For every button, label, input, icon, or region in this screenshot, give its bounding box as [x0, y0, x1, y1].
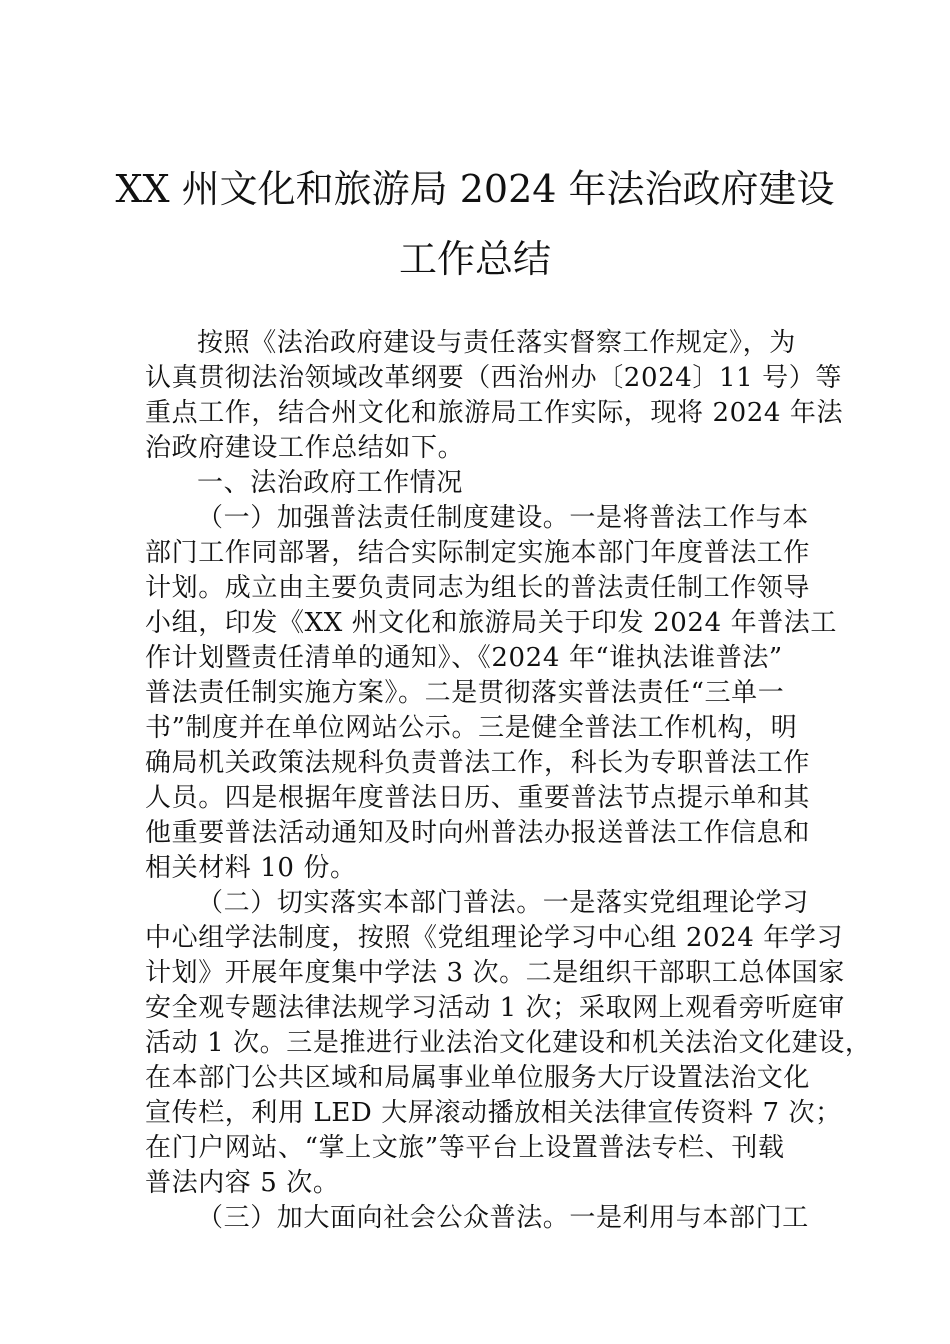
body-line: 认真贯彻法治领域改革纲要（西治州办〔2024〕11 号）等	[145, 363, 842, 393]
document-title-line-2: 工作总结	[398, 237, 551, 281]
body-line: （一）加强普法责任制度建设。一是将普法工作与本	[197, 503, 809, 533]
body-line: 普法内容 5 次。	[145, 1168, 340, 1198]
body-line: 在门户网站、“掌上文旅”等平台上设置普法专栏、刊载	[145, 1133, 785, 1163]
body-line: 普法责任制实施方案》。二是贯彻落实普法责任“三单一	[145, 678, 785, 708]
body-line: 宣传栏，利用 LED 大屏滚动播放相关法律宣传资料 7 次；	[145, 1098, 842, 1128]
body-line: 中心组学法制度，按照《党组理论学习中心组 2024 年学习	[145, 923, 844, 953]
body-line: 书”制度并在单位网站公示。三是健全普法工作机构，明	[145, 713, 798, 743]
body-line: 安全观专题法律法规学习活动 1 次；采取网上观看旁听庭审	[145, 993, 845, 1023]
body-line: 确局机关政策法规科负责普法工作，科长为专职普法工作	[145, 748, 811, 778]
body-line: 他重要普法活动通知及时向州普法办报送普法工作信息和	[145, 818, 811, 848]
body-line: 活动 1 次。三是推进行业法治文化建设和机关法治文化建设，	[145, 1028, 872, 1058]
body-line: （三）加大面向社会公众普法。一是利用与本部门工	[197, 1203, 809, 1233]
body-line: 按照《法治政府建设与责任落实督察工作规定》，为	[197, 328, 796, 358]
body-line: 重点工作，结合州文化和旅游局工作实际，现将 2024 年法	[145, 398, 844, 428]
body-line: 小组，印发《XX 州文化和旅游局关于印发 2024 年普法工	[145, 608, 837, 638]
body-line: 作计划暨责任清单的通知》、《2024 年“谁执法谁普法”	[145, 643, 783, 673]
body-line: 计划》开展年度集中学法 3 次。二是组织干部职工总体国家	[145, 958, 845, 988]
document-body	[145, 326, 872, 1236]
body-line: 部门工作同部署，结合实际制定实施本部门年度普法工作	[145, 538, 811, 568]
body-line: 一、法治政府工作情况	[197, 468, 464, 498]
document-title-line-1: XX 州文化和旅游局 2024 年法治政府建设	[115, 167, 835, 211]
body-line: 在本部门公共区域和局属事业单位服务大厅设置法治文化	[145, 1063, 811, 1093]
body-line: 人员。四是根据年度普法日历、重要普法节点提示单和其	[145, 783, 811, 813]
body-line: （二）切实落实本部门普法。一是落实党组理论学习	[197, 888, 809, 918]
body-line: 相关材料 10 份。	[145, 853, 357, 883]
body-line: 计划。成立由主要负责同志为组长的普法责任制工作领导	[145, 573, 811, 603]
body-line: 治政府建设工作总结如下。	[145, 433, 465, 463]
